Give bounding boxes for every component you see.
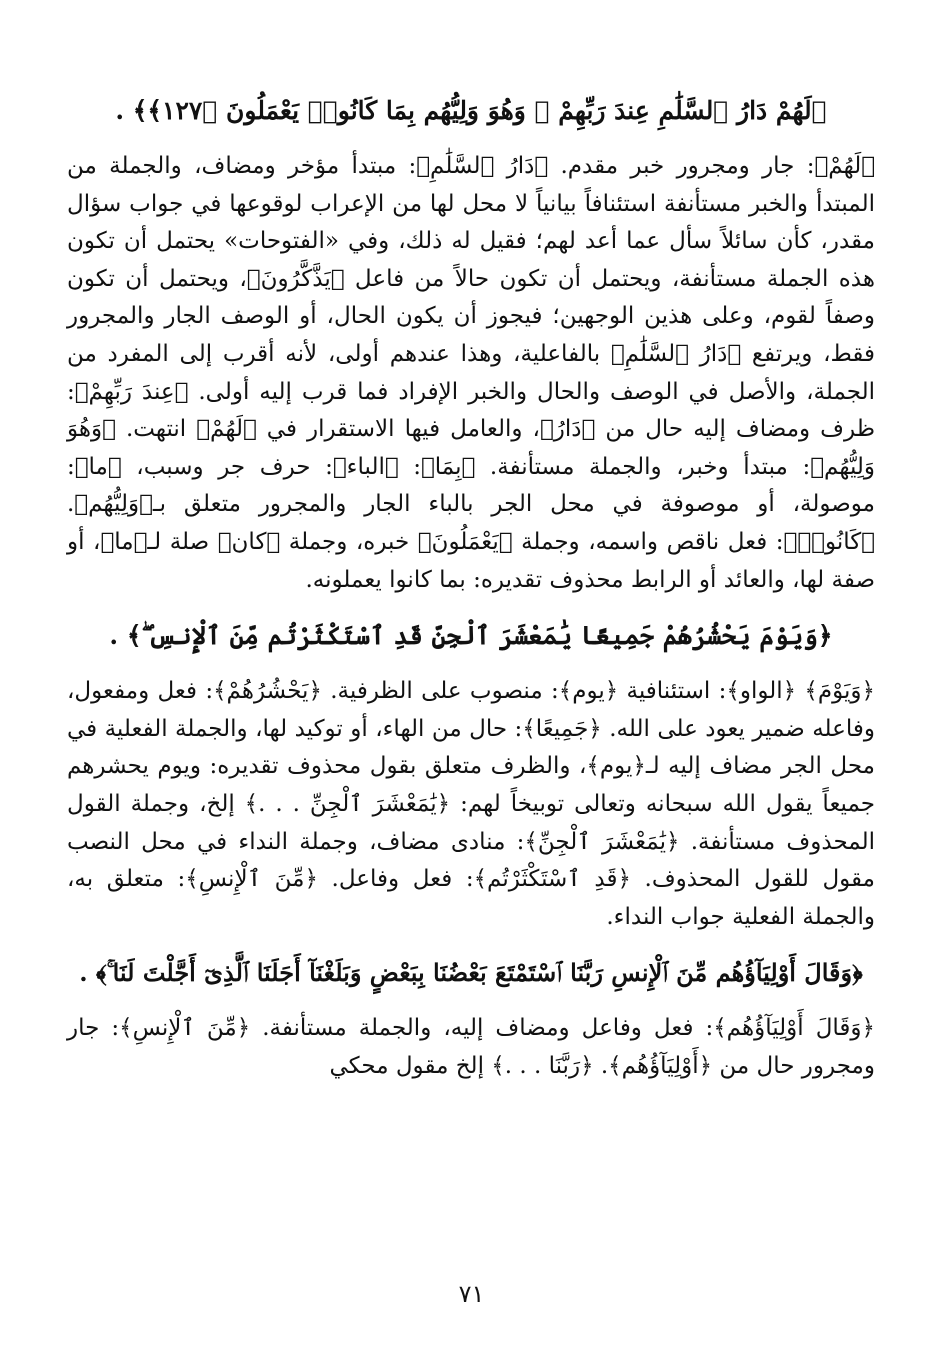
- page-number: ٧١: [458, 1280, 485, 1308]
- verse-128-part-1: ﴿وَيَوْمَ يَحْشُرُهُمْ جَمِيعًا يَٰمَعْشَرَ ٱلْجِنِّ قَدِ ٱسْتَكْثَرْتُم مِّنَ ٱلْإِنسِ ۖ﴾ .: [109, 621, 833, 651]
- page-body: [67, 88, 875, 1099]
- verse-128-part-2: ﴿وَقَالَ أَوْلِيَآؤُهُم مِّنَ ٱلْإِنسِ رَبَّنَا ٱسْتَمْتَعَ بَعْضُنَا بِبَعْضٍ وَبَلَغْنَآ أَجَلَنَا ٱلَّذِىٓ أَجَّلْتَ لَنَا ۚ﴾ .: [79, 958, 863, 988]
- commentary-paragraph-2: ﴿وَيَوْمَ﴾ ﴿الواو﴾: استئنافية ﴿يوم﴾: منصوب على الظرفية. ﴿يَحْشُرُهُمْ﴾: فعل ومفعول، وفاعله ضمير يعود على الله. ﴿جَمِيعًا﴾: حال من الهاء، أو توكيد لها، والجملة الفعلية في محل الجر مضاف إليه لـ﴿يوم﴾، والظرف متعلق بقول محذوف تقديره: ويوم يحشرهم جميعاً يقول الله سبحانه وتعالى توبيخاً لهم: ﴿يَٰمَعْشَرَ ٱلْجِنِّ . . .﴾ إلخ، وجملة القول المحذوف مستأنفة. ﴿يَٰمَعْشَرَ ٱلْجِنِّ﴾: منادى مضاف، وجملة النداء في محل النصب مقول للقول المحذوف. ﴿قَدِ ٱسْتَكْثَرْتُم﴾: فعل وفاعل. ﴿مِّنَ ٱلْإِنسِ﴾: متعلق به، والجملة الفعلية جواب النداء.: [67, 678, 875, 930]
- commentary-paragraph-3: ﴿وَقَالَ أَوْلِيَآؤُهُم﴾: فعل وفاعل ومضاف إليه، والجملة مستأنفة. ﴿مِّنَ ٱلْإِنسِ﴾: جار ومجرور حال من ﴿أَوْلِيَآؤُهُم﴾. ﴿رَبَّنَا . . .﴾ إلخ مقول محكي: [67, 1015, 875, 1079]
- commentary-paragraph-1: ﴿لَهُمْ﴾: جار ومجرور خبر مقدم. ﴿دَارُ ٱلسَّلَٰمِ﴾: مبتدأ مؤخر ومضاف، والجملة من المبتدأ والخبر مستأنفة استئنافاً بيانياً لا محل لها من الإعراب لوقوعها في جواب سؤال مقدر، كأن سائلاً سأل عما أعد لهم؛ فقيل له ذلك، وفي «الفتوحات» يحتمل أن تكون هذه الجملة مستأنفة، ويحتمل أن تكون حالاً من فاعل ﴿يَذَّكَّرُونَ﴾، ويحتمل أن تكون وصفاً لقوم، وعلى هذين الوجهين؛ فيجوز أن يكون الحال، أو الوصف الجار والمجرور فقط، ويرتفع ﴿دَارُ ٱلسَّلَٰمِ﴾ بالفاعلية، وهذا عندهم أولى، لأنه أقرب إلى المفرد من الجملة، والأصل في الوصف والحال والخبر الإفراد فما قرب إليه أولى. ﴿عِندَ رَبِّهِمْ﴾: ظرف ومضاف إليه حال من ﴿دَارُ﴾، والعامل فيها الاستقرار في ﴿لَهُمْ﴾ انتهت. ﴿وَهُوَ وَلِيُّهُم﴾: مبتدأ وخبر، والجملة مستأنفة. ﴿بِمَا﴾: ﴿الباء﴾: حرف جر وسبب، ﴿ما﴾: موصولة، أو موصوفة في محل الجر بالباء الجار والمجرور متعلق بـ﴿وَلِيُّهُم﴾. ﴿كَانُوا۟﴾: فعل ناقص واسمه، وجملة ﴿يَعْمَلُونَ﴾ خبره، وجملة ﴿كان﴾ صلة لـ﴿ما﴾، أو صفة لها، والعائد أو الرابط محذوف تقديره: بما كانوا يعملونه.: [67, 153, 875, 593]
- verse-127: ﴿لَهُمْ دَارُ ٱلسَّلَٰمِ عِندَ رَبِّهِمْ ۖ وَهُوَ وَلِيُّهُم بِمَا كَانُوا۟ يَعْمَلُونَ ﴿١٢٧﴾﴾ .: [115, 96, 827, 125]
